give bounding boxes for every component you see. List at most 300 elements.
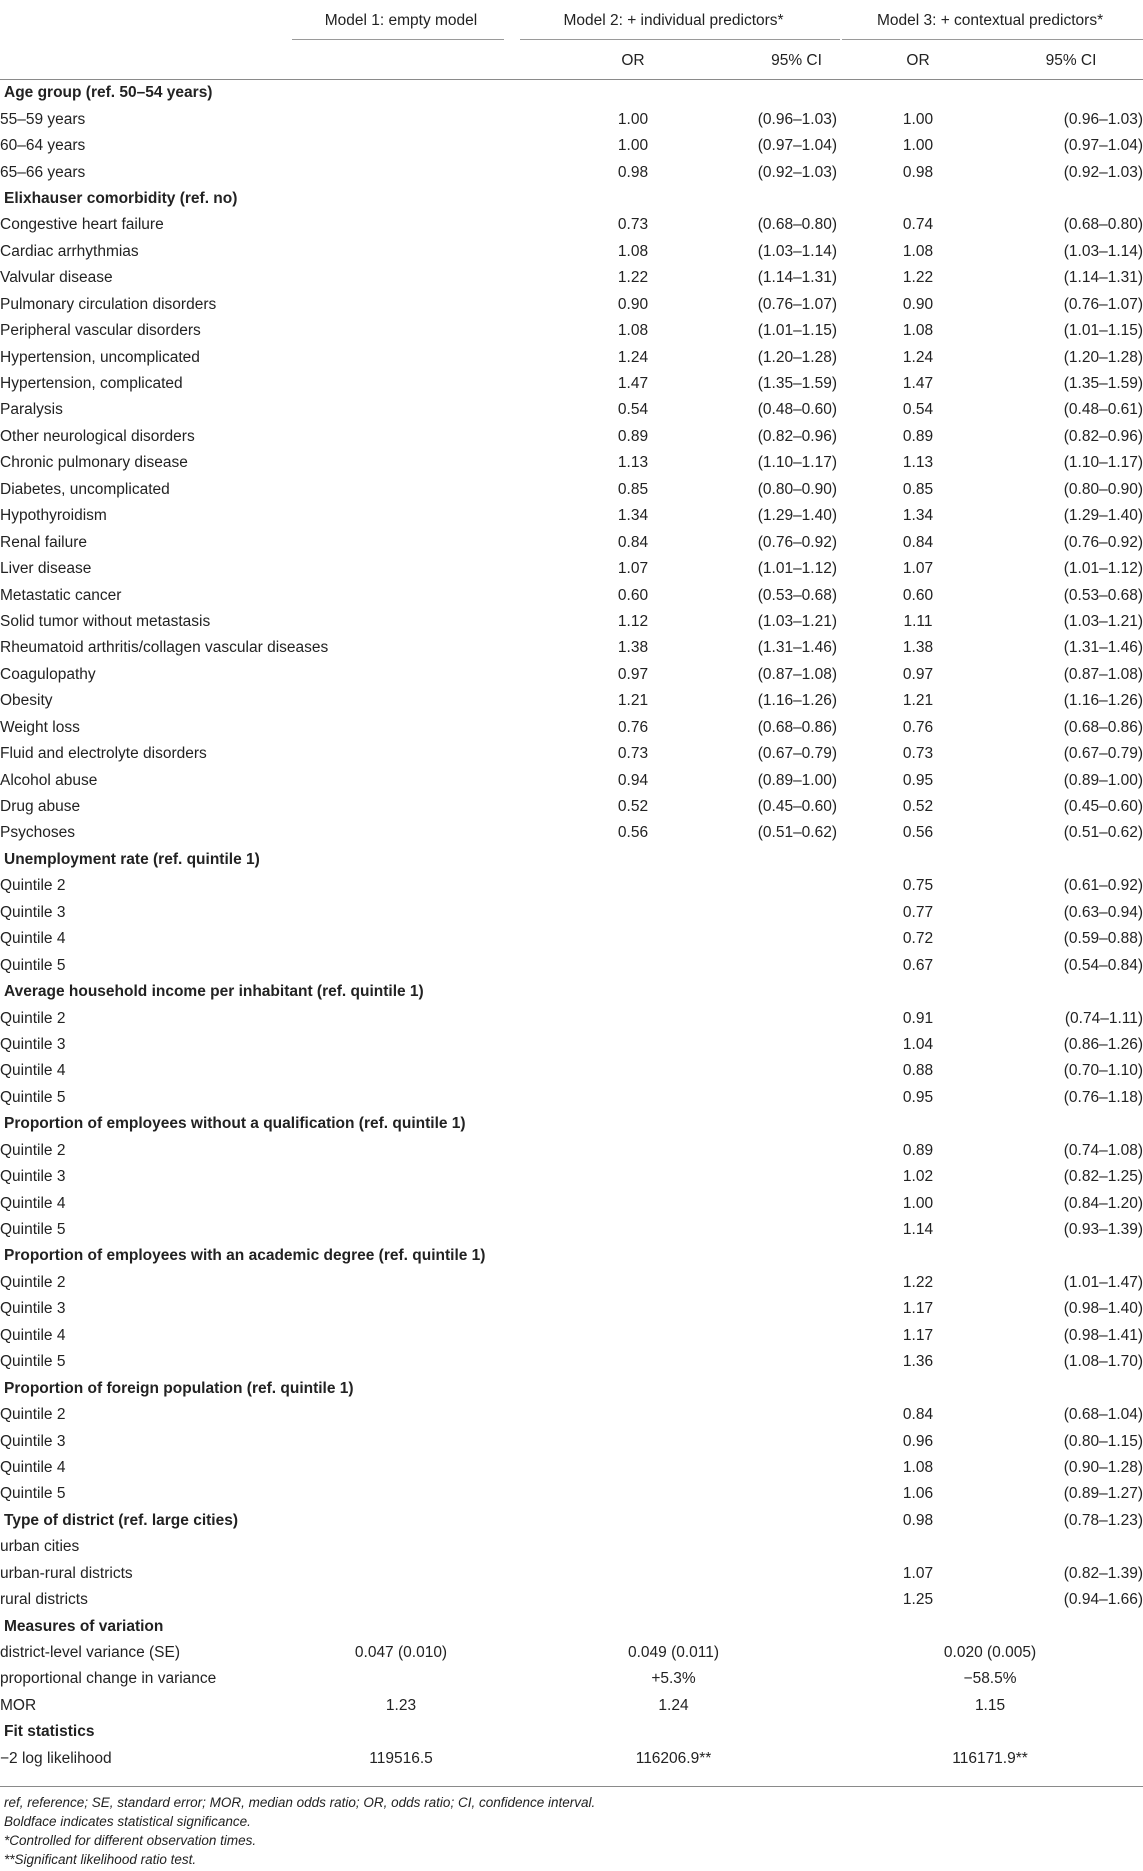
model2-or — [510, 1719, 756, 1745]
model2-ci — [756, 847, 837, 873]
table-row — [0, 688, 1143, 714]
table-row — [0, 794, 1143, 820]
model3-ci: (0.53–0.68) — [1063, 586, 1143, 604]
model1-cell — [292, 556, 510, 582]
model2-ci — [756, 1005, 837, 1031]
model1-cell — [292, 609, 510, 635]
model2-ci: (0.48–0.60) — [757, 401, 838, 419]
table-row — [0, 318, 1143, 344]
model3-ci: (1.10–1.17) — [1063, 454, 1143, 472]
model3-ci: (0.74–1.11) — [1064, 1009, 1143, 1027]
table-row — [0, 1455, 1143, 1481]
model2-or — [510, 1323, 756, 1349]
row-label: Quintile 4 — [0, 1062, 66, 1080]
model3-or: 1.17 — [902, 1326, 934, 1344]
header-empty — [0, 42, 292, 80]
model3-value: 116171.9** — [952, 1749, 1028, 1767]
model1-cell — [292, 1613, 510, 1639]
model3-or — [837, 1534, 999, 1560]
model3-or: 0.98 — [902, 163, 934, 181]
model2-ci: (0.51–0.62) — [757, 824, 838, 842]
model2-or — [510, 1428, 756, 1454]
model3-or: 0.75 — [902, 877, 934, 895]
model3-or: 0.95 — [902, 1088, 934, 1106]
table-row — [0, 1534, 1143, 1560]
model2-or: 0.54 — [617, 401, 649, 419]
model3-or: 1.47 — [902, 375, 934, 393]
model2-or: 0.56 — [617, 824, 649, 842]
model2-or — [510, 1508, 756, 1534]
model1-cell — [292, 159, 510, 185]
model2-or: 1.47 — [617, 375, 649, 393]
model2-ci — [756, 1164, 837, 1190]
model3-ci — [999, 847, 1143, 873]
section-label: Measures of variation — [4, 1617, 164, 1635]
model3-or: 0.84 — [902, 533, 934, 551]
row-label: Obesity — [0, 692, 53, 710]
model3-or: 0.72 — [902, 930, 934, 948]
model2-ci: (0.53–0.68) — [757, 586, 838, 604]
model3-or: 1.25 — [902, 1591, 934, 1609]
table-row — [0, 741, 1143, 767]
model1-cell — [292, 1587, 510, 1613]
model3-or: 1.00 — [902, 110, 934, 128]
model1-cell — [292, 926, 510, 952]
model3-or — [837, 1375, 999, 1401]
section-label: Proportion of foreign population (ref. quintile 1) — [4, 1379, 354, 1397]
model2-ci — [756, 1719, 837, 1745]
section-header-row — [0, 1508, 1143, 1534]
model3-ci: (1.01–1.15) — [1063, 322, 1143, 340]
model1-cell — [292, 1296, 510, 1322]
table-row — [0, 556, 1143, 582]
row-label: Quintile 5 — [0, 956, 66, 974]
row-label: Quintile 5 — [0, 1485, 66, 1503]
footnote-abbreviations: ref, reference; SE, standard error; MOR, median odds ratio; OR, odds ratio; CI, confidence interval. — [4, 1795, 596, 1810]
model3-ci: (1.35–1.59) — [1063, 375, 1143, 393]
model1-cell — [292, 1561, 510, 1587]
row-label: Other neurological disorders — [0, 427, 195, 445]
row-label: Renal failure — [0, 533, 88, 551]
table-body — [0, 80, 1143, 1773]
model2-or — [510, 1613, 756, 1639]
row-label: Coagulopathy — [0, 665, 96, 683]
table-row — [0, 1058, 1143, 1084]
model2-or — [510, 1481, 756, 1507]
model1-cell — [292, 820, 510, 846]
section-header-row — [0, 1613, 1143, 1639]
row-label: Cardiac arrhythmias — [0, 242, 139, 260]
section-label: Proportion of employees without a qualification (ref. quintile 1) — [4, 1115, 466, 1133]
model2-or: 0.52 — [617, 798, 649, 816]
model3-or: 1.11 — [903, 612, 933, 630]
model2-ci: (1.35–1.59) — [757, 375, 838, 393]
model1-cell — [292, 741, 510, 767]
model2-ci: (0.97–1.04) — [757, 137, 838, 155]
model2-or — [510, 1217, 756, 1243]
model2-ci — [756, 926, 837, 952]
model3-or: 1.08 — [902, 1458, 934, 1476]
model3-ci: (1.16–1.26) — [1063, 692, 1143, 710]
model1-cell — [292, 450, 510, 476]
model2-or: 1.08 — [617, 242, 649, 260]
model2-ci — [756, 1455, 837, 1481]
model3-ci: (0.82–0.96) — [1063, 427, 1143, 445]
model3-value: 0.020 (0.005) — [943, 1644, 1037, 1662]
model2-or — [510, 1032, 756, 1058]
row-label: Hypertension, complicated — [0, 375, 183, 393]
model2-or — [510, 1587, 756, 1613]
model2-ci — [756, 1296, 837, 1322]
model2-or: 1.07 — [617, 560, 649, 578]
model3-ci: (0.76–1.18) — [1063, 1088, 1143, 1106]
model3-ci: (0.94–1.66) — [1063, 1591, 1143, 1609]
table-row — [0, 503, 1143, 529]
model2-or — [510, 1164, 756, 1190]
model3-ci: (0.82–1.39) — [1063, 1564, 1143, 1582]
table-row — [0, 582, 1143, 608]
row-label: Quintile 4 — [0, 930, 66, 948]
model2-or — [510, 1190, 756, 1216]
model1-cell — [292, 106, 510, 132]
model3-or: 1.07 — [902, 560, 934, 578]
model3-ci: (0.76–1.07) — [1063, 295, 1143, 313]
model3-or: 1.02 — [902, 1168, 934, 1186]
model1-value: 1.23 — [385, 1696, 417, 1714]
model2-ci — [756, 1138, 837, 1164]
model2-or: 1.00 — [617, 137, 649, 155]
model1-header-rule — [292, 39, 504, 40]
model3-or: 1.38 — [902, 639, 934, 657]
model3-ci: (0.98–1.41) — [1063, 1326, 1143, 1344]
model3-ci: (1.20–1.28) — [1063, 348, 1143, 366]
section-header-row — [0, 80, 1143, 107]
model2-or: 0.76 — [617, 718, 649, 736]
table-row — [0, 1190, 1143, 1216]
table-row — [0, 1032, 1143, 1058]
model2-ci: (0.92–1.03) — [757, 163, 838, 181]
model3-ci: (0.98–1.40) — [1063, 1300, 1143, 1318]
row-label: Alcohol abuse — [0, 771, 98, 789]
model1-cell — [292, 1534, 510, 1560]
model2-ci — [756, 1111, 837, 1137]
model3-ci — [999, 80, 1143, 107]
model3-ci — [999, 1613, 1143, 1639]
row-label: Quintile 4 — [0, 1326, 66, 1344]
model2-ci — [756, 1508, 837, 1534]
model2-ci — [756, 952, 837, 978]
model1-cell — [292, 424, 510, 450]
model3-or: 1.04 — [902, 1035, 934, 1053]
section-label: Elixhauser comorbidity (ref. no) — [4, 189, 238, 207]
model3-ci: (0.89–1.00) — [1063, 771, 1143, 789]
model2-or — [510, 80, 756, 107]
model2-ci — [756, 80, 837, 107]
model2-ci: (0.80–0.90) — [757, 480, 838, 498]
model3-ci: (0.80–0.90) — [1063, 480, 1143, 498]
row-label: Valvular disease — [0, 269, 113, 287]
table-row — [0, 133, 1143, 159]
model2-ci — [756, 186, 837, 212]
table-row — [0, 265, 1143, 291]
model1-cell — [292, 794, 510, 820]
model2-ci — [756, 1613, 837, 1639]
model3-ci: (0.70–1.10) — [1063, 1062, 1143, 1080]
table-row — [0, 450, 1143, 476]
header-model2: Model 2: + individual predictors* — [563, 12, 784, 29]
model3-or — [837, 979, 999, 1005]
table-row — [0, 1746, 1143, 1772]
model3-ci — [999, 1111, 1143, 1137]
row-label: Quintile 2 — [0, 1273, 66, 1291]
section-header-row — [0, 1719, 1143, 1745]
model3-ci: (1.08–1.70) — [1063, 1353, 1143, 1371]
header-empty — [292, 42, 510, 80]
model1-cell — [292, 900, 510, 926]
table-row — [0, 1164, 1143, 1190]
model2-or — [510, 926, 756, 952]
model1-cell — [292, 397, 510, 423]
table-row — [0, 715, 1143, 741]
table-row — [0, 1085, 1143, 1111]
model3-ci: (0.89–1.27) — [1063, 1485, 1143, 1503]
model3-ci: (0.67–0.79) — [1063, 745, 1143, 763]
row-label: proportional change in variance — [0, 1670, 217, 1688]
model3-ci — [999, 979, 1143, 1005]
model2-or — [510, 1455, 756, 1481]
model3-or: 0.67 — [902, 956, 934, 974]
model3-ci: (0.86–1.26) — [1063, 1035, 1143, 1053]
table-row — [0, 1323, 1143, 1349]
model2-header-rule — [520, 39, 840, 40]
header-empty — [0, 0, 292, 42]
model2-or: 1.13 — [617, 454, 649, 472]
table-bottom-rule — [0, 1786, 1143, 1787]
model2-ci — [756, 900, 837, 926]
row-label: Drug abuse — [0, 798, 81, 816]
model2-value: 1.24 — [658, 1696, 689, 1714]
model2-or: 0.73 — [617, 745, 649, 763]
model3-ci: (1.31–1.46) — [1063, 639, 1143, 657]
model2-or — [510, 1534, 756, 1560]
table-row — [0, 952, 1143, 978]
table-row — [0, 1640, 1143, 1666]
model1-cell — [292, 503, 510, 529]
model3-or: 0.54 — [902, 401, 934, 419]
model3-value: −58.5% — [963, 1670, 1017, 1688]
model2-ci — [756, 1428, 837, 1454]
model2-or: 1.21 — [617, 692, 649, 710]
row-label: urban-rural districts — [0, 1564, 133, 1582]
model3-ci: (1.01–1.47) — [1063, 1273, 1143, 1291]
table-row — [0, 1693, 1143, 1719]
model2-or — [510, 1058, 756, 1084]
table-row — [0, 1349, 1143, 1375]
model2-or — [510, 1138, 756, 1164]
model1-cell — [292, 688, 510, 714]
model3-or: 1.21 — [902, 692, 934, 710]
model1-cell — [292, 1085, 510, 1111]
model3-ci: (0.59–0.88) — [1063, 930, 1143, 948]
model2-ci: (0.68–0.86) — [757, 718, 838, 736]
model2-ci: (1.10–1.17) — [757, 454, 838, 472]
model2-or: 1.00 — [617, 110, 649, 128]
section-label: Type of district (ref. large cities) — [4, 1511, 238, 1529]
table-row — [0, 212, 1143, 238]
model2-ci: (0.76–1.07) — [757, 295, 838, 313]
row-label: Pulmonary circulation disorders — [0, 295, 217, 313]
table-row — [0, 371, 1143, 397]
model3-or: 0.84 — [902, 1406, 934, 1424]
section-label: Proportion of employees with an academic degree (ref. quintile 1) — [4, 1247, 486, 1265]
model3-ci — [999, 1534, 1143, 1560]
model2-ci — [756, 1190, 837, 1216]
model2-or: 1.24 — [617, 348, 649, 366]
model2-value: +5.3% — [651, 1670, 696, 1688]
table-row — [0, 1428, 1143, 1454]
model2-ci: (0.82–0.96) — [757, 427, 838, 445]
model2-or: 0.90 — [617, 295, 649, 313]
model1-value — [292, 1666, 510, 1692]
footnote-likelihood-test: **Significant likelihood ratio test. — [4, 1852, 197, 1867]
row-label: Quintile 5 — [0, 1088, 66, 1106]
model3-ci: (0.51–0.62) — [1063, 824, 1143, 842]
model3-or: 0.96 — [902, 1432, 934, 1450]
model3-ci — [999, 1243, 1143, 1269]
model2-ci: (0.96–1.03) — [757, 110, 838, 128]
model3-ci: (0.97–1.04) — [1063, 137, 1143, 155]
model3-ci: (1.03–1.21) — [1063, 612, 1143, 630]
model1-cell — [292, 344, 510, 370]
model3-or: 1.22 — [902, 269, 934, 287]
row-label: Fluid and electrolyte disorders — [0, 745, 207, 763]
model1-cell — [292, 1138, 510, 1164]
model3-ci: (0.63–0.94) — [1063, 903, 1143, 921]
table-row — [0, 344, 1143, 370]
header-row-stats — [0, 42, 1143, 80]
row-label: 60–64 years — [0, 137, 86, 155]
model3-or: 0.85 — [902, 480, 934, 498]
model3-or — [837, 1613, 999, 1639]
model2-value: 116206.9** — [635, 1749, 712, 1767]
row-label: Hypertension, uncomplicated — [0, 348, 200, 366]
model2-ci — [756, 1323, 837, 1349]
model3-ci: (1.03–1.14) — [1063, 242, 1143, 260]
section-header-row — [0, 1111, 1143, 1137]
model3-ci: (0.82–1.25) — [1063, 1168, 1143, 1186]
table-row — [0, 609, 1143, 635]
model1-cell — [292, 1349, 510, 1375]
model2-or: 1.12 — [617, 612, 649, 630]
section-header-row — [0, 1243, 1143, 1269]
model3-ci: (0.80–1.15) — [1063, 1432, 1143, 1450]
model1-cell — [292, 80, 510, 107]
model2-ci: (1.03–1.21) — [757, 612, 838, 630]
table-footnotes — [4, 1793, 595, 1869]
model2-ci — [756, 1032, 837, 1058]
model2-or: 0.94 — [617, 771, 649, 789]
model2-or: 0.98 — [617, 163, 649, 181]
model1-cell — [292, 582, 510, 608]
table-row — [0, 900, 1143, 926]
model3-ci: (0.93–1.39) — [1063, 1221, 1143, 1239]
model1-cell — [292, 873, 510, 899]
row-label: Quintile 2 — [0, 1406, 66, 1424]
table-row — [0, 1666, 1143, 1692]
row-label: Quintile 3 — [0, 903, 66, 921]
model2-ci: (1.31–1.46) — [757, 639, 838, 657]
model3-or: 0.74 — [902, 216, 934, 234]
model3-ci: (0.61–0.92) — [1063, 877, 1143, 895]
model2-ci: (1.14–1.31) — [757, 269, 838, 287]
model2-ci: (1.16–1.26) — [757, 692, 838, 710]
header-ci-m2: 95% CI — [756, 42, 837, 80]
header-ci-m3: 95% CI — [999, 42, 1143, 80]
row-label: 55–59 years — [0, 110, 86, 128]
table-row — [0, 529, 1143, 555]
header-row-models — [0, 0, 1143, 42]
model2-or: 0.85 — [617, 480, 649, 498]
row-label: Quintile 2 — [0, 1009, 66, 1027]
model3-or: 0.89 — [902, 1141, 934, 1159]
section-header-row — [0, 186, 1143, 212]
model3-ci — [999, 1375, 1143, 1401]
model1-value: 119516.5 — [369, 1749, 433, 1767]
model3-ci: (0.48–0.61) — [1063, 401, 1143, 419]
model2-or — [510, 847, 756, 873]
table-row — [0, 1217, 1143, 1243]
model3-or: 0.90 — [902, 295, 934, 313]
row-label: Solid tumor without metastasis — [0, 612, 211, 630]
model2-or — [510, 1005, 756, 1031]
row-label: Quintile 5 — [0, 1353, 66, 1371]
model3-or — [837, 1243, 999, 1269]
model3-or — [837, 1719, 999, 1745]
model2-ci — [756, 1587, 837, 1613]
table-row — [0, 1270, 1143, 1296]
model3-ci: (0.45–0.60) — [1063, 798, 1143, 816]
row-label: 65–66 years — [0, 163, 86, 181]
table-row — [0, 106, 1143, 132]
model2-ci — [756, 1058, 837, 1084]
row-label: Quintile 3 — [0, 1035, 66, 1053]
model1-cell — [292, 1508, 510, 1534]
model1-cell — [292, 1058, 510, 1084]
model1-cell — [292, 265, 510, 291]
row-label: urban cities — [0, 1538, 80, 1556]
table-row — [0, 873, 1143, 899]
model2-or — [510, 979, 756, 1005]
row-label: Quintile 2 — [0, 1141, 66, 1159]
model3-or: 0.77 — [902, 903, 934, 921]
model3-or: 0.98 — [902, 1511, 934, 1529]
table-row — [0, 767, 1143, 793]
model1-cell — [292, 477, 510, 503]
model1-cell — [292, 715, 510, 741]
model3-ci: (0.96–1.03) — [1063, 110, 1143, 128]
table-row — [0, 397, 1143, 423]
model1-cell — [292, 292, 510, 318]
model2-or — [510, 186, 756, 212]
model2-or: 0.60 — [617, 586, 649, 604]
row-label: Quintile 4 — [0, 1194, 66, 1212]
model3-ci: (0.92–1.03) — [1063, 163, 1143, 181]
model1-cell — [292, 1270, 510, 1296]
model3-or: 0.97 — [902, 665, 934, 683]
model3-or — [837, 1111, 999, 1137]
model1-cell — [292, 1164, 510, 1190]
row-label: Liver disease — [0, 560, 92, 578]
